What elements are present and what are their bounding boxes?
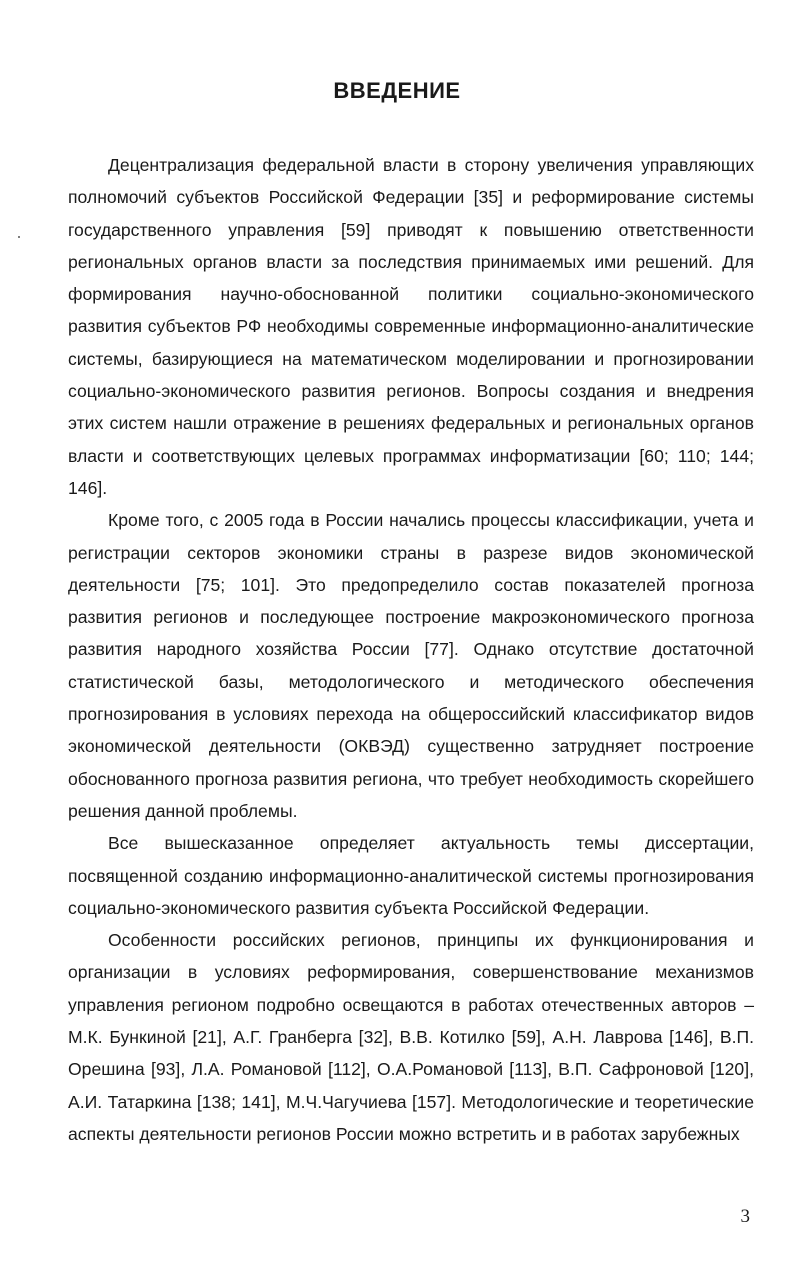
- paragraph-decentralization: Децентрализация федеральной власти в сторону увеличения управляющих полномочий субъектов Российской Федерации [35] и реформирование системы государственного управления [59] приводят к повышению ответственности региональных органов власти за последствия принимаемых ими решений. Для формирования научно-обоснованной политики социально-экономического развития субъектов РФ необходимы современные информационно-аналитические системы, базирующиеся на математическом моделировании и прогнозировании социально-экономического развития регионов. Вопросы создания и внедрения этих систем нашли отражение в решениях федеральных и региональных органов власти и соответствующих целевых программах информатизации [60; 110; 144; 146].: [68, 155, 754, 498]
- body-text: [68, 149, 754, 1150]
- scan-speck: [18, 236, 20, 238]
- paragraph-classification: Кроме того, с 2005 года в России начались процессы классификации, учета и регистрации секторов экономики страны в разрезе видов экономической деятельности [75; 101]. Это предопределило состав показателей прогноза развития регионов и последующее построение макроэкономического прогноза развития народного хозяйства России [77]. Однако отсутствие достаточной статистической базы, методологического и методического обеспечения прогнозирования в условиях перехода на общероссийский классификатор видов экономической деятельности (ОКВЭД) существенно затрудняет построение обоснованного прогноза развития региона, что требует необходимость скорейшего решения данной проблемы.: [68, 510, 754, 821]
- paragraph-relevance: Все вышесказанное определяет актуальность темы диссертации, посвященной созданию информационно-аналитической системы прогнозирования социально-экономического развития субъекта Российской Федерации.: [68, 833, 754, 918]
- page-title: ВВЕДЕНИЕ: [333, 78, 461, 103]
- page-number: 3: [740, 1206, 750, 1227]
- paragraph-literature-review: Особенности российских регионов, принципы их функционирования и организации в условиях реформирования, совершенствование механизмов управления регионом подробно освещаются в работах отечественных авторов – М.К. Бункиной [21], А.Г. Гранберга [32], В.В. Котилко [59], А.Н. Лаврова [146], В.П. Орешина [93], Л.А. Романовой [112], О.А.Романовой [113], В.П. Сафроновой [120], А.И. Татаркина [138; 141], М.Ч.Чагучиева [157]. Методологические и теоретические аспекты деятельности регионов России можно встретить и в работах зарубежных: [68, 930, 754, 1144]
